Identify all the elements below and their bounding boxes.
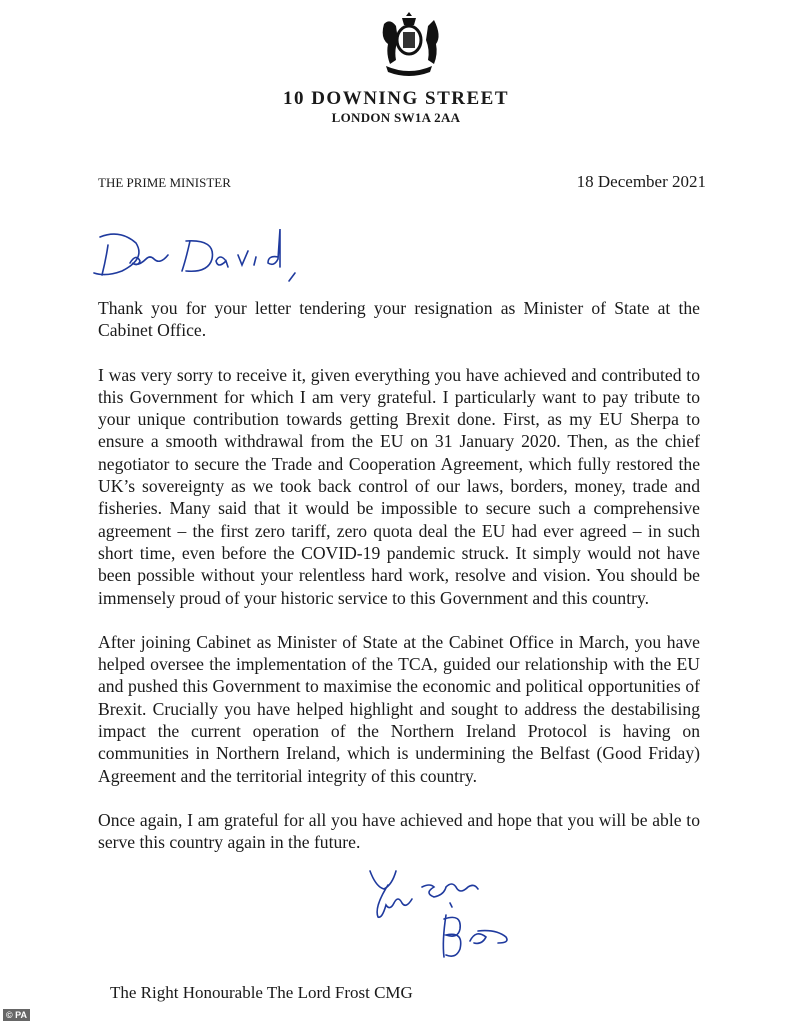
address-line-1: 10 DOWNING STREET — [282, 88, 510, 109]
sender-title: THE PRIME MINISTER — [98, 175, 231, 190]
royal-coat-of-arms-icon — [376, 10, 442, 80]
letter-date: 18 December 2021 — [576, 172, 706, 191]
photo-credit: © PA — [3, 1009, 30, 1021]
recipient-name: The Right Honourable The Lord Frost CMG — [110, 983, 413, 1002]
address-line-2: LONDON SW1A 2AA — [331, 110, 461, 125]
paragraph: After joining Cabinet as Minister of State at the Cabinet Office in March, you have helped oversee the implementation of the TCA, guided our relationship with the EU and pushed this Government to maximise the economic and political opportunities of Brexit. Crucially you have helped highlight and sought to address the destabilising impact the current operation of the Northern Ireland Protocol is having on communities in Northern Ireland, which is undermining the Belfast (Good Friday) Agreement and the territorial integrity of this country. — [98, 631, 700, 786]
letter-body — [98, 297, 700, 876]
paragraph: Once again, I am grateful for all you have achieved and hope that you will be able to serve this country again in the future. — [98, 809, 700, 853]
handwritten-salutation — [90, 215, 330, 285]
paragraph: I was very sorry to receive it, given everything you have achieved and contributed to this Government for which I am very grateful. I particularly want to pay tribute to your unique contribution towards getting Brexit done. First, as my EU Sherpa to ensure a smooth withdrawal from the EU on 31 January 2020. Then, as the chief negotiator to secure the Trade and Cooperation Agreement, which fully restored the UK’s sovereignty as we took back control of our laws, borders, money, trade and fisheries. Many said that it would be impossible to secure such a comprehensive agreement – the first zero tariff, zero quota deal the EU had ever agreed – in such short time, even before the COVID-19 pandemic struck. It simply would not have been possible without your relentless hard work, resolve and vision. You should be immensely proud of your historic service to this Government and this country. — [98, 364, 700, 608]
paragraph: Thank you for your letter tendering your resignation as Minister of State at the Cabinet Office. — [98, 298, 700, 341]
handwritten-signature — [360, 865, 580, 965]
